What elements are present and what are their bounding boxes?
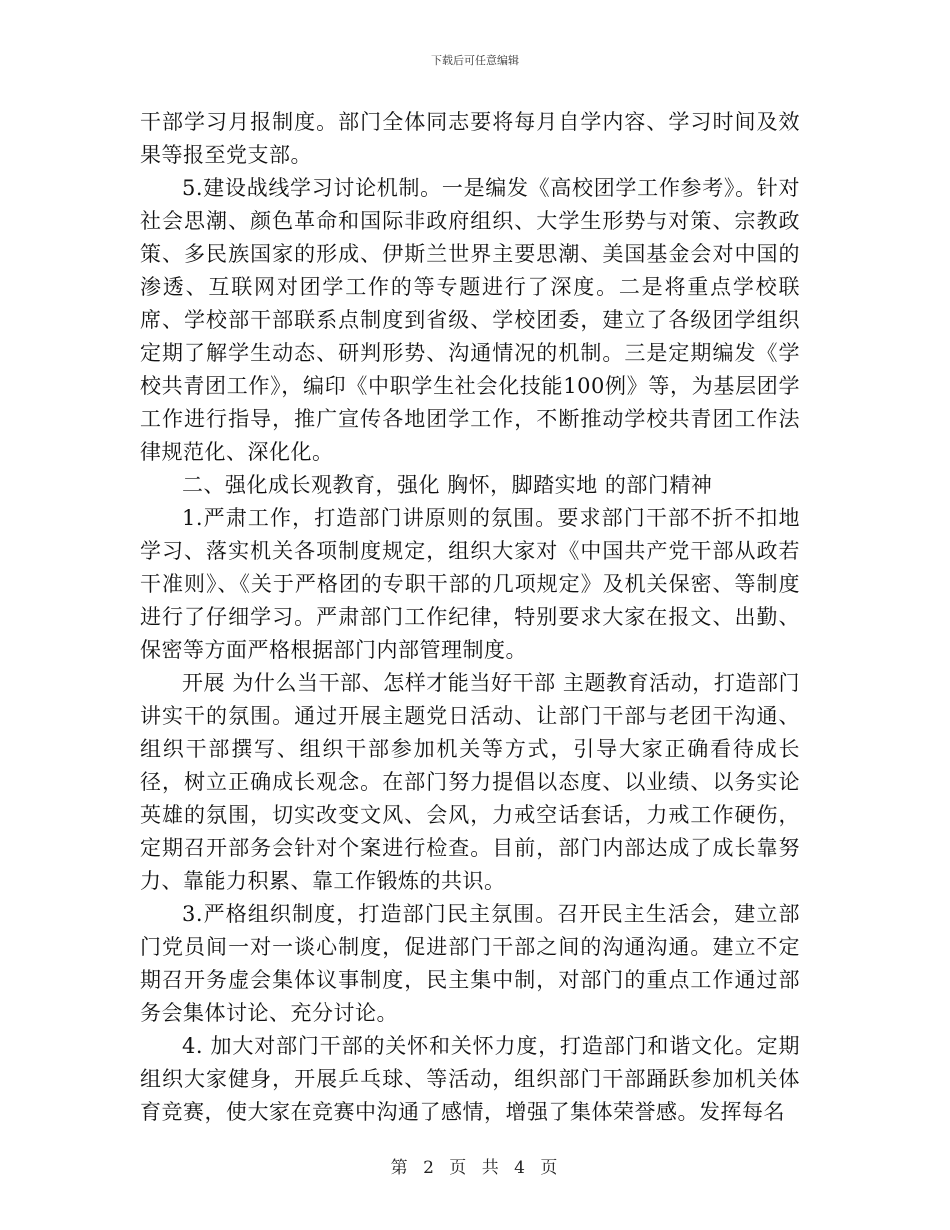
footer-suffix: 页: [540, 1158, 560, 1178]
footer-mid: 页: [449, 1158, 469, 1178]
page-footer: [0, 1153, 950, 1178]
page-header-note: 下载后可任意编辑: [431, 54, 519, 67]
paragraph-5: 3.严格组织制度，打造部门民主氛围。召开民主生活会，建立部门党员间一对一谈心制度，促进部门干部之间的沟通沟通。建立不定期召开务虚会集体议事制度，民主集中制，对部门的重点工作通过部务会集体讨论、充分讨论。: [140, 902, 800, 1025]
section-heading-2: 二、强化成长观教育，强化 胸怀，脚踏实地 的部门精神: [182, 473, 713, 497]
footer-total-label: 共: [481, 1158, 501, 1178]
footer-page-number: 2: [423, 1158, 436, 1178]
paragraph-6: 4. 加大对部门干部的关怀和关怀力度，打造部门和谐文化。定期组织大家健身，开展乒乓球、等活动，组织部门干部踊跃参加机关体育竞赛，使大家在竞赛中沟通了感情，增强了集体荣誉感。发挥每名: [140, 1034, 800, 1124]
paragraph-2: 5.建设战线学习讨论机制。一是编发《高校团学工作参考》。针对社会思潮、颜色革命和国际非政府组织、大学生形势与对策、宗教政策、多民族国家的形成、伊斯兰世界主要思潮、美国基金会对中国的渗透、互联网对团学工作的等专题进行了深度。二是将重点学校联席、学校部干部联系点制度到省级、学校团委，建立了各级团学组织定期了解学生动态、研判形势、沟通情况的机制。三是定期编发《学校共青团工作》，编印《中职学生社会化技能100例》等，为基层团学工作进行指导，推广宣传各地团学工作，不断推动学校共青团工作法律规范化、深化化。: [140, 176, 800, 464]
document-body: [140, 106, 800, 1129]
paragraph-4: 开展 为什么当干部、怎样才能当好干部 主题教育活动，打造部门讲实干的氛围。通过开展主题党日活动、让部门干部与老团干沟通、组织干部撰写、组织干部参加机关等方式，引导大家正确看待成长径，树立正确成长观念。在部门努力提倡以态度、以业绩、以务实论英雄的氛围，切实改变文风、会风，力戒空话套话，力戒工作硬伤，定期召开部务会针对个案进行检查。目前，部门内部达成了成长靠努力、靠能力积累、靠工作锻炼的共识。: [140, 671, 800, 893]
footer-total-pages: 4: [514, 1158, 527, 1178]
footer-prefix: 第: [390, 1158, 410, 1178]
paragraph-3: 1.严肃工作，打造部门讲原则的氛围。要求部门干部不折不扣地学习、落实机关各项制度规定，组织大家对《中国共产党干部从政若干准则》、《关于严格团的专职干部的几项规定》及机关保密、等制度进行了仔细学习。严肃部门工作纪律，特别要求大家在报文、出勤、保密等方面严格根据部门内部管理制度。: [140, 506, 800, 662]
paragraph-1: 干部学习月报制度。部门全体同志要将每月自学内容、学习时间及效果等报至党支部。: [140, 110, 800, 167]
